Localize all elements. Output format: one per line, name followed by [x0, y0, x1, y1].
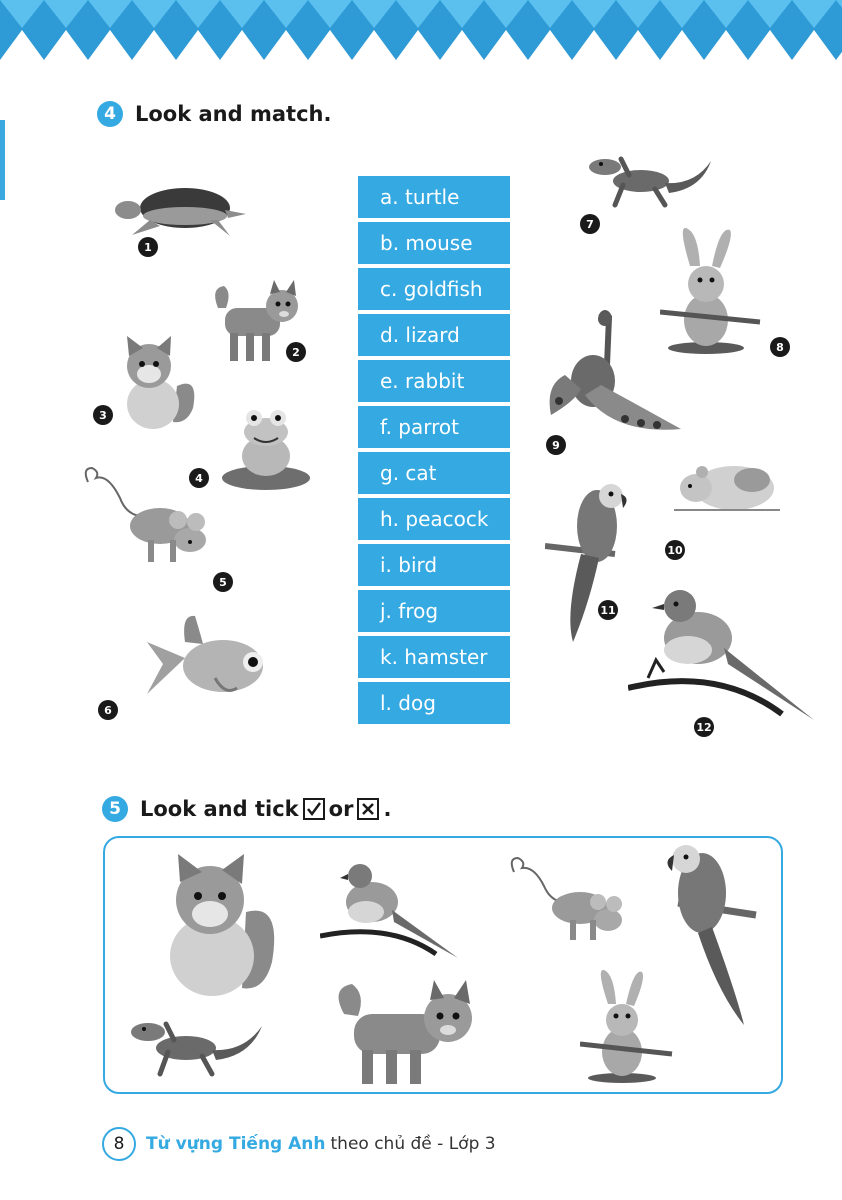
word-item: k. hamster [358, 636, 510, 678]
word-item: c. goldfish [358, 268, 510, 310]
goldfish-picture [145, 612, 270, 704]
page-footer [102, 1127, 496, 1161]
word-item: h. peacock [358, 498, 510, 540]
dog-picture [330, 978, 480, 1088]
parrot-picture [545, 484, 635, 644]
word-item: a. turtle [358, 176, 510, 218]
lizard-picture [585, 155, 715, 215]
word-list [358, 176, 510, 728]
book-title-rest: theo chủ đề - Lớp 3 [330, 1134, 496, 1154]
cat-picture [115, 336, 200, 431]
lizard-picture [128, 1018, 266, 1082]
picture-number: 5 [213, 572, 233, 592]
exercise-number-badge: 5 [102, 796, 128, 822]
picture-number: 12 [694, 717, 714, 737]
exercise-4-heading [97, 101, 331, 127]
exercise-title-or: or [328, 797, 354, 821]
picture-number: 3 [93, 405, 113, 425]
peacock-picture [545, 305, 685, 440]
word-item: l. dog [358, 682, 510, 724]
exercise-title-end: . [383, 797, 392, 821]
picture-number: 4 [189, 468, 209, 488]
mouse-picture [78, 464, 218, 570]
word-item: f. parrot [358, 406, 510, 448]
word-item: j. frog [358, 590, 510, 632]
rabbit-picture [580, 968, 678, 1084]
word-item: g. cat [358, 452, 510, 494]
picture-number: 11 [598, 600, 618, 620]
word-item: d. lizard [358, 314, 510, 356]
word-item: b. mouse [358, 222, 510, 264]
word-item: i. bird [358, 544, 510, 586]
picture-number: 2 [286, 342, 306, 362]
picture-number: 1 [138, 237, 158, 257]
checkbox-cross-icon [357, 798, 379, 820]
hamster-picture [672, 458, 782, 518]
picture-number: 10 [665, 540, 685, 560]
word-item: e. rabbit [358, 360, 510, 402]
cat-picture [158, 852, 278, 1002]
margin-stripe [0, 120, 5, 200]
mouse-picture [506, 856, 634, 944]
bird-picture [628, 588, 818, 723]
exercise-5-heading [102, 796, 391, 822]
exercise-title: Look and tick [140, 797, 299, 821]
picture-number: 8 [770, 337, 790, 357]
bird-picture [320, 862, 460, 962]
frog-picture [220, 408, 312, 492]
exercise-title: Look and match. [135, 102, 332, 126]
book-title-bold: Từ vựng Tiếng Anh [146, 1134, 326, 1154]
picture-number: 9 [546, 435, 566, 455]
picture-number: 6 [98, 700, 118, 720]
checkbox-tick-icon [303, 798, 325, 820]
page-number: 8 [102, 1127, 136, 1161]
exercise-number-badge: 4 [97, 101, 123, 127]
zigzag-banner [0, 0, 842, 62]
turtle-picture [110, 180, 250, 245]
zigzag-teeth [0, 30, 842, 60]
picture-number: 7 [580, 214, 600, 234]
